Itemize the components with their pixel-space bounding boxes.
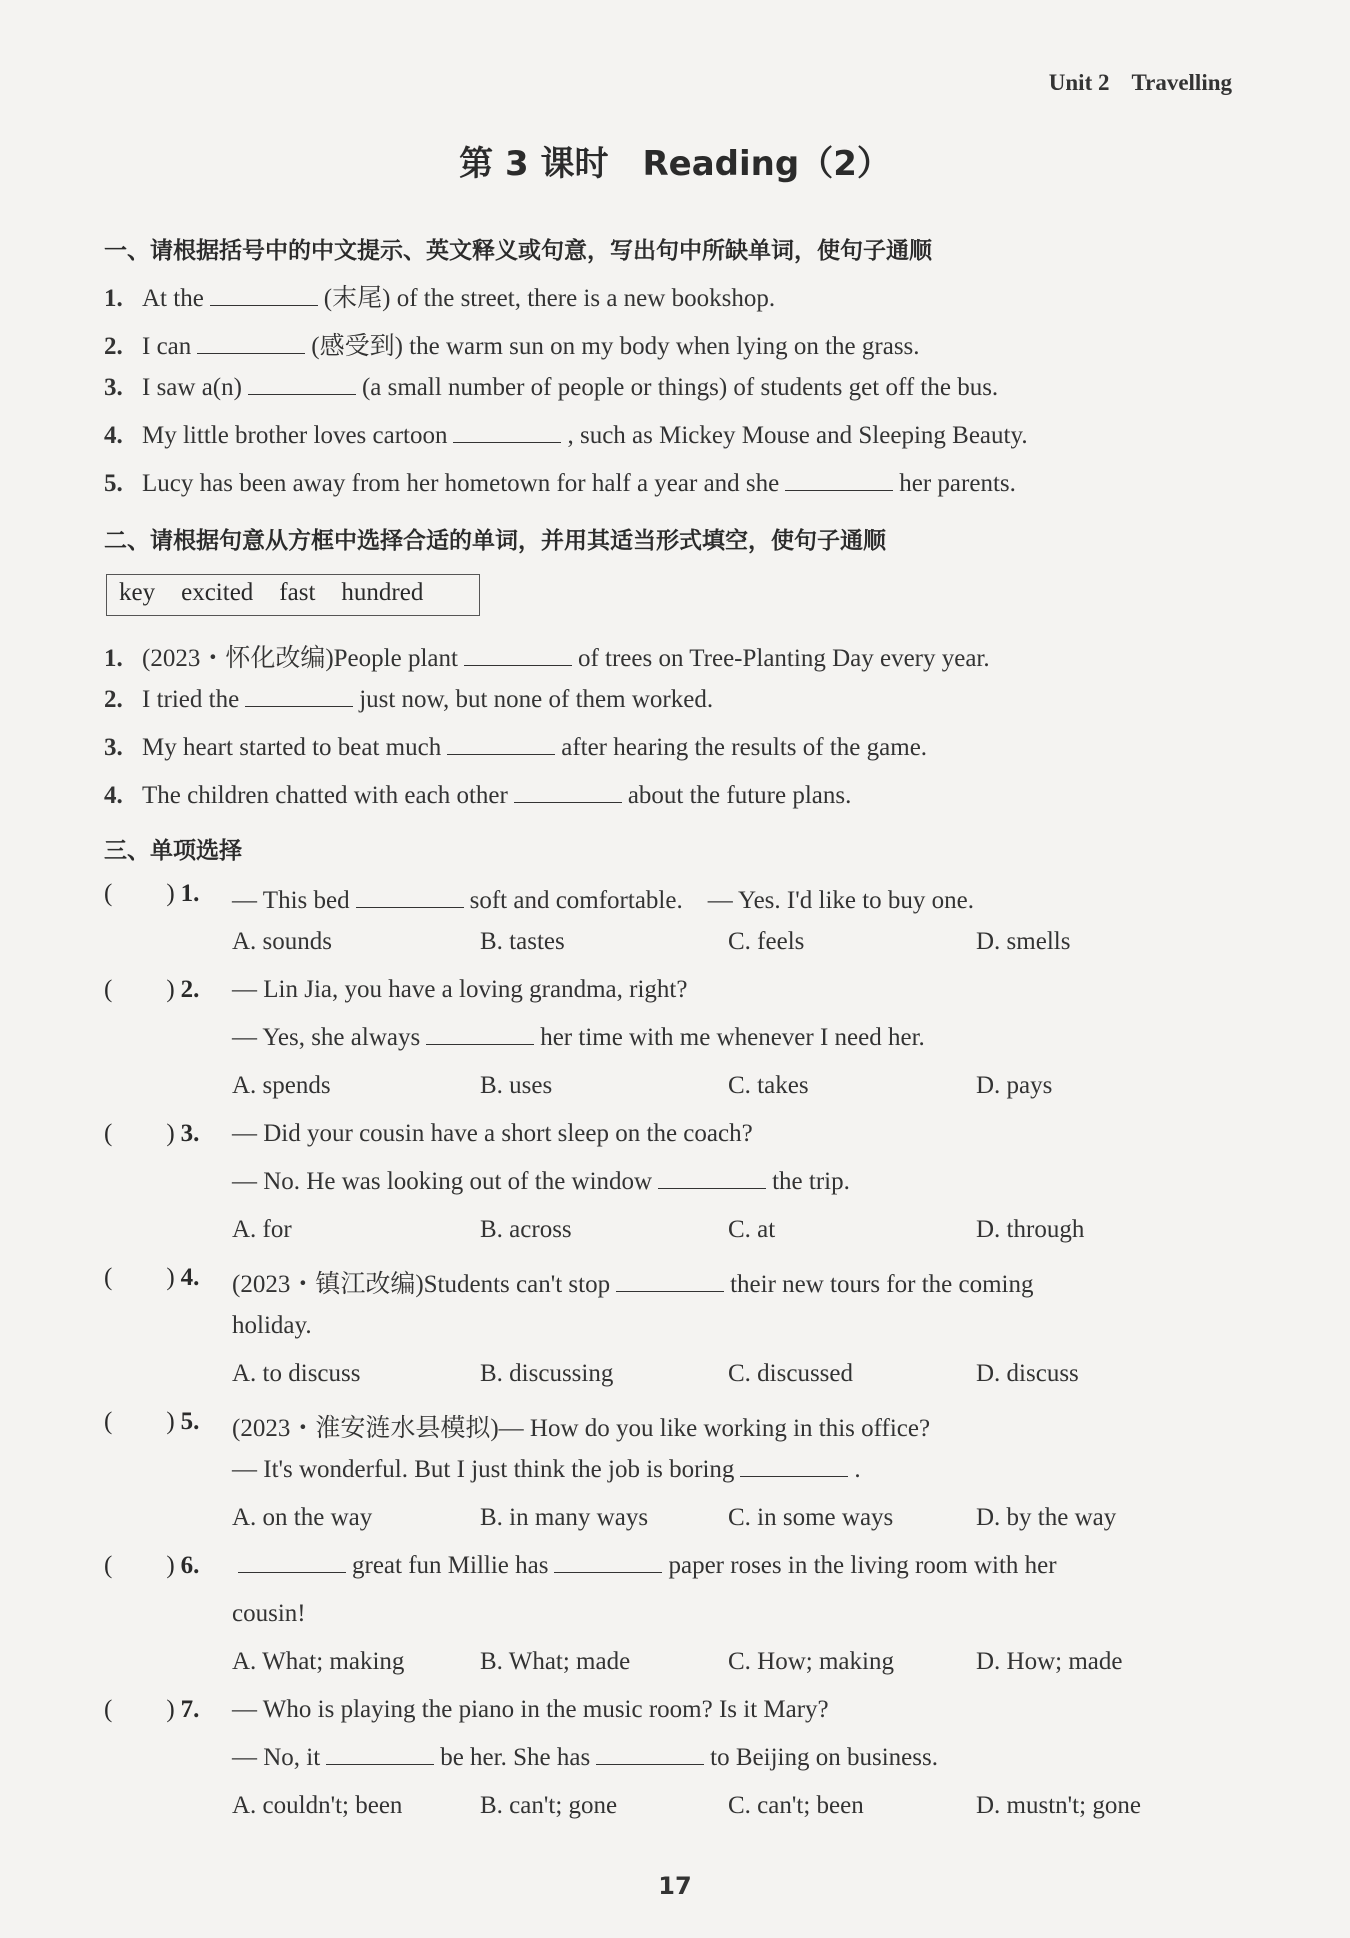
bracket-close: ) — [166, 1552, 175, 1579]
item-number: 2. — [104, 333, 123, 360]
stem-text: — Yes, she always — [232, 1024, 421, 1051]
answer-option[interactable]: D. by the way — [976, 1504, 1117, 1531]
item-number: 4. — [104, 782, 123, 809]
question-stem — [232, 1696, 829, 1724]
question-number: 6. — [180, 1552, 200, 1579]
fill-in-item — [104, 422, 1028, 450]
answer-option[interactable]: D. smells — [976, 928, 1071, 955]
item-text-before: Lucy has been away from her hometown for half a year and she — [142, 470, 780, 497]
answer-blank[interactable] — [596, 1744, 704, 1765]
stem-text: . — [854, 1456, 861, 1483]
answer-bracket[interactable] — [104, 1120, 199, 1148]
answer-bracket[interactable] — [104, 1552, 199, 1580]
question-stem — [232, 976, 687, 1004]
stem-text: cousin! — [232, 1600, 306, 1627]
answer-blank[interactable] — [453, 422, 561, 443]
stem-text: — This bed — [232, 887, 350, 914]
question-stem — [232, 1024, 925, 1052]
bracket-close: ) — [166, 976, 175, 1003]
item-text-before: I saw a(n) — [142, 374, 242, 401]
answer-option[interactable]: C. at — [728, 1216, 776, 1243]
bracket-close: ) — [166, 1120, 175, 1147]
answer-option[interactable]: D. How; made — [976, 1648, 1123, 1675]
question-number: 2. — [180, 976, 200, 1003]
answer-option[interactable]: A. to discuss — [232, 1360, 361, 1387]
answer-option[interactable]: D. mustn't; gone — [976, 1792, 1141, 1819]
section2-heading: 二、请根据句意从方框中选择合适的单词，并用其适当形式填空，使句子通顺 — [104, 528, 886, 554]
answer-option[interactable]: B. tastes — [480, 928, 565, 955]
bracket-open: ( — [104, 976, 113, 1003]
word-box-entry: key — [119, 579, 156, 606]
answer-option[interactable]: D. pays — [976, 1072, 1053, 1099]
answer-blank[interactable] — [245, 686, 353, 707]
answer-blank[interactable] — [248, 374, 356, 395]
item-number: 1. — [104, 285, 123, 312]
bracket-open: ( — [104, 1552, 113, 1579]
section1-heading: 一、请根据括号中的中文提示、英文释义或句意，写出句中所缺单词，使句子通顺 — [104, 238, 932, 264]
answer-blank[interactable] — [326, 1744, 434, 1765]
answer-blank[interactable] — [464, 645, 572, 666]
item-text-after: about the future plans. — [627, 782, 852, 809]
item-text-after: just now, but none of them worked. — [359, 686, 714, 713]
stem-text: — Did your cousin have a short sleep on the coach? — [232, 1120, 753, 1147]
stem-text: to Beijing on business. — [710, 1744, 938, 1771]
running-header — [1049, 70, 1232, 96]
answer-blank[interactable] — [785, 470, 893, 491]
stem-text: great fun Millie has — [352, 1552, 549, 1579]
question-number: 7. — [180, 1696, 200, 1723]
stem-text: — No, it — [232, 1744, 321, 1771]
stem-text: (2023・镇江改编)Students can't stop — [232, 1271, 611, 1298]
item-number: 5. — [104, 470, 123, 497]
bracket-open: ( — [104, 1408, 113, 1435]
item-number: 3. — [104, 374, 123, 401]
question-number: 1. — [180, 880, 200, 907]
question-stem — [232, 1600, 306, 1628]
bracket-close: ) — [166, 1696, 175, 1723]
answer-bracket[interactable] — [104, 1264, 199, 1292]
item-text-before: (2023・怀化改编)People plant — [142, 645, 458, 672]
answer-option[interactable]: D. through — [976, 1216, 1085, 1243]
answer-blank[interactable] — [356, 887, 464, 908]
item-text-before: My heart started to beat much — [142, 734, 442, 761]
answer-option[interactable]: A. What; making — [232, 1648, 405, 1675]
answer-option[interactable]: B. discussing — [480, 1360, 614, 1387]
fill-in-item — [104, 278, 775, 314]
answer-bracket[interactable] — [104, 880, 199, 908]
stem-text: the trip. — [772, 1168, 850, 1195]
item-text-after: her parents. — [899, 470, 1016, 497]
answer-option[interactable]: B. What; made — [480, 1648, 631, 1675]
stem-text: holiday. — [232, 1312, 312, 1339]
item-text-after: of trees on Tree-Planting Day every year. — [577, 645, 990, 672]
item-text-after: after hearing the results of the game. — [561, 734, 928, 761]
question-stem — [232, 1552, 1057, 1580]
stem-text: their new tours for the coming — [730, 1271, 1034, 1298]
item-number: 2. — [104, 686, 123, 713]
item-text-after: (末尾) of the street, there is a new bookshop. — [323, 285, 776, 312]
answer-option[interactable]: C. discussed — [728, 1360, 853, 1387]
question-stem — [232, 1456, 861, 1484]
question-number: 3. — [180, 1120, 200, 1147]
answer-option[interactable]: B. in many ways — [480, 1504, 649, 1531]
answer-option[interactable]: B. across — [480, 1216, 572, 1243]
bracket-open: ( — [104, 1696, 113, 1723]
item-text-before: My little brother loves cartoon — [142, 422, 448, 449]
answer-option[interactable]: A. couldn't; been — [232, 1792, 403, 1819]
item-text-before: I tried the — [142, 686, 240, 713]
section3-heading: 三、单项选择 — [104, 838, 242, 864]
item-text-before: The children chatted with each other — [142, 782, 508, 809]
stem-text: her time with me whenever I need her. — [540, 1024, 925, 1051]
fill-in-item — [104, 782, 851, 810]
fill-in-item — [104, 326, 920, 362]
word-box-entry: excited — [181, 579, 254, 606]
bracket-close: ) — [166, 880, 175, 907]
question-number: 5. — [180, 1408, 200, 1435]
answer-blank[interactable] — [616, 1271, 724, 1292]
question-stem — [232, 1312, 312, 1340]
question-stem — [232, 1264, 1034, 1300]
answer-option[interactable]: B. uses — [480, 1072, 553, 1099]
answer-bracket[interactable] — [104, 1408, 199, 1436]
answer-option[interactable]: C. can't; been — [728, 1792, 864, 1819]
bracket-close: ) — [166, 1264, 175, 1291]
question-stem — [232, 1120, 753, 1148]
word-box-entry: fast — [279, 579, 316, 606]
item-text-before: I can — [142, 333, 192, 360]
answer-blank[interactable] — [658, 1168, 766, 1189]
answer-option[interactable]: D. discuss — [976, 1360, 1079, 1387]
word-box — [106, 574, 480, 616]
stem-text: (2023・淮安涟水县模拟)— How do you like working in this office? — [232, 1415, 931, 1442]
answer-option[interactable]: C. feels — [728, 928, 805, 955]
bracket-open: ( — [104, 1264, 113, 1291]
page-number: 17 — [658, 1872, 692, 1900]
unit-topic: Travelling — [1131, 70, 1232, 95]
item-text-after: (感受到) the warm sun on my body when lying on the grass. — [311, 333, 920, 360]
question-number: 4. — [180, 1264, 200, 1291]
answer-option[interactable]: A. spends — [232, 1072, 331, 1099]
answer-blank[interactable] — [210, 285, 318, 306]
stem-text: — It's wonderful. But I just think the job is boring — [232, 1456, 735, 1483]
question-stem — [232, 1168, 850, 1196]
answer-blank[interactable] — [740, 1456, 848, 1477]
item-number: 3. — [104, 734, 123, 761]
question-stem — [232, 1744, 938, 1772]
unit-label: Unit 2 — [1048, 70, 1110, 95]
answer-blank[interactable] — [426, 1024, 534, 1045]
answer-option[interactable]: C. How; making — [728, 1648, 894, 1675]
stem-text: soft and comfortable. — Yes. I'd like to buy one. — [469, 887, 975, 914]
answer-bracket[interactable] — [104, 1696, 199, 1724]
stem-text: be her. She has — [440, 1744, 591, 1771]
answer-blank[interactable] — [514, 782, 622, 803]
bracket-open: ( — [104, 880, 113, 907]
answer-option[interactable]: A. sounds — [232, 928, 333, 955]
answer-option[interactable]: A. for — [232, 1216, 292, 1243]
answer-blank[interactable] — [554, 1552, 662, 1573]
stem-text: — No. He was looking out of the window — [232, 1168, 653, 1195]
fill-in-item — [104, 638, 990, 674]
stem-text: paper roses in the living room with her — [668, 1552, 1057, 1579]
bracket-open: ( — [104, 1120, 113, 1147]
item-text-before: At the — [142, 285, 204, 312]
item-number: 4. — [104, 422, 123, 449]
question-stem — [232, 1408, 930, 1444]
fill-in-item — [104, 686, 713, 714]
word-box-entry: hundred — [341, 579, 424, 606]
fill-in-item — [104, 734, 927, 762]
answer-blank[interactable] — [447, 734, 555, 755]
answer-blank[interactable] — [238, 1552, 346, 1573]
item-number: 1. — [104, 645, 123, 672]
answer-option[interactable]: A. on the way — [232, 1504, 373, 1531]
answer-blank[interactable] — [197, 333, 305, 354]
answer-option[interactable]: B. can't; gone — [480, 1792, 618, 1819]
bracket-close: ) — [166, 1408, 175, 1435]
item-text-after: (a small number of people or things) of students get off the bus. — [361, 374, 999, 401]
answer-bracket[interactable] — [104, 976, 199, 1004]
stem-text: — Who is playing the piano in the music room? Is it Mary? — [232, 1696, 829, 1723]
question-stem — [232, 880, 974, 916]
fill-in-item — [104, 470, 1016, 498]
answer-option[interactable]: C. takes — [728, 1072, 809, 1099]
answer-option[interactable]: C. in some ways — [728, 1504, 894, 1531]
stem-text: — Lin Jia, you have a loving grandma, right? — [232, 976, 688, 1003]
item-text-after: , such as Mickey Mouse and Sleeping Beauty. — [567, 422, 1028, 449]
lesson-title: 第 3 课时 Reading（2） — [459, 144, 891, 184]
fill-in-item — [104, 374, 998, 402]
